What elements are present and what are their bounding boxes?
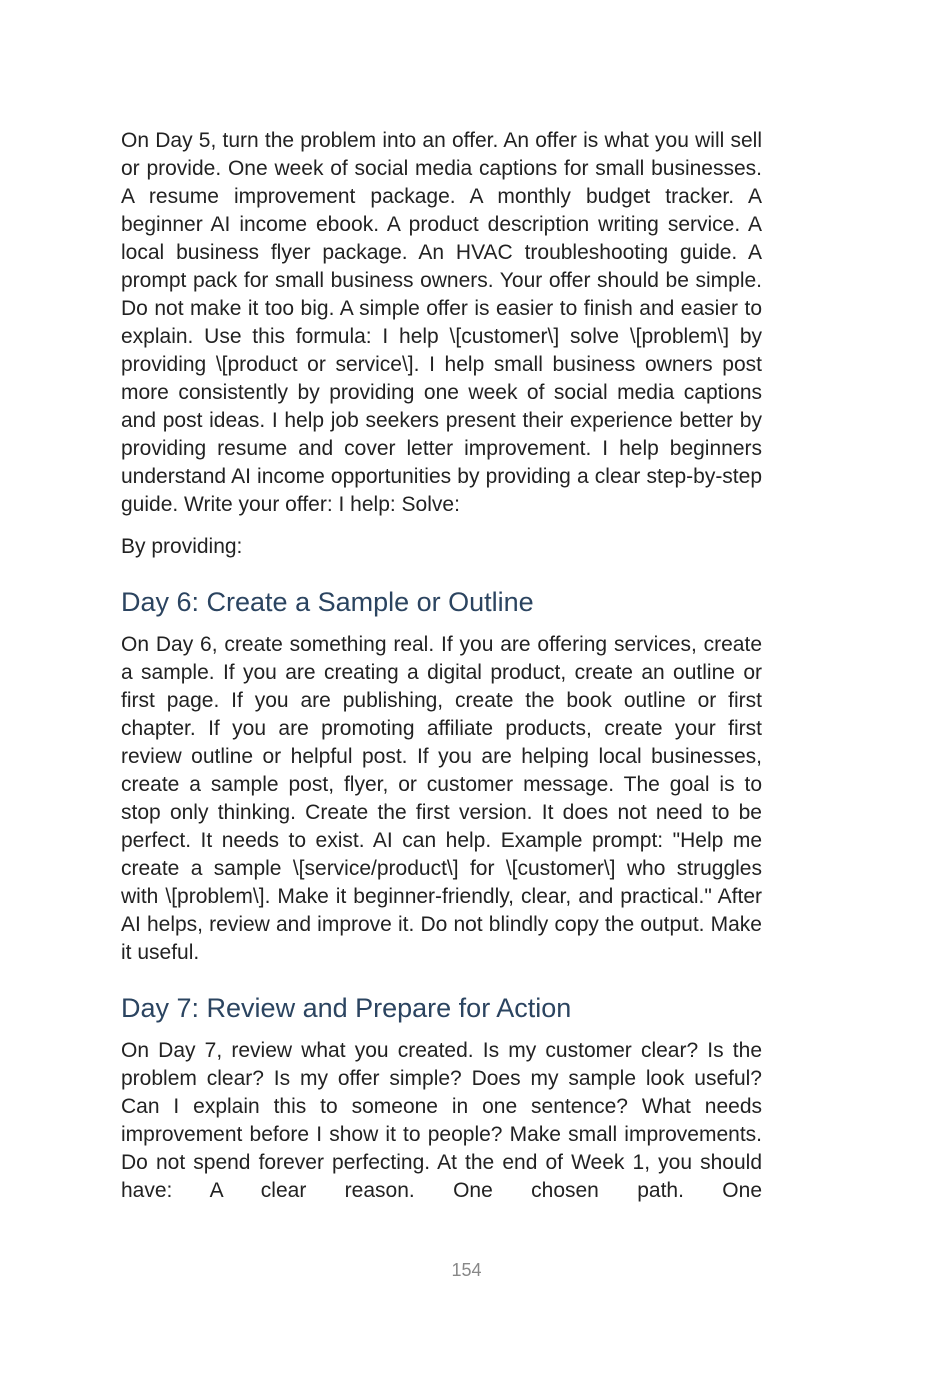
page-content (121, 127, 762, 1219)
day7-paragraph: On Day 7, review what you created. Is my customer clear? Is the problem clear? Is my offer simple? Does my sample look useful? Can I explain this to someone in one sentence? What needs improvement before I show it to people? Make small improvements. Do not spend forever perfecting. At the end of Week 1, you should have: A clear reason. One chosen path. One (121, 1039, 762, 1202)
day6-heading: Day 6: Create a Sample or Outline (121, 587, 534, 617)
page-number: 154 (451, 1260, 482, 1280)
day6-paragraph: On Day 6, create something real. If you are offering services, create a sample. If you are creating a digital product, create an outline or first page. If you are publishing, create the book outline or first chapter. If you are promoting affiliate products, create your first review outline or helpful post. If you are helping local businesses, create a sample post, flyer, or customer message. The goal is to stop only thinking. Create the first version. It does not need to be perfect. It needs to exist. AI can help. Example prompt: "Help me create a sample \[service/product\] for \[customer\] who struggles with \[problem\]. Make it beginner-friendly, clear, and practical." After AI helps, review and improve it. Do not blindly copy the output. Make it useful. (121, 633, 762, 964)
day5-paragraph: On Day 5, turn the problem into an offer. An offer is what you will sell or provide. One week of social media captions for small businesses. A resume improvement package. A monthly budget tracker. A beginner AI income ebook. A product description writing service. A local business flyer package. An HVAC troubleshooting guide. A prompt pack for small business owners. Your offer should be simple. Do not make it too big. A simple offer is easier to finish and easier to explain. Use this formula: I help \[customer\] solve \[problem\] by providing \[product or service\]. I help small business owners post more consistently by providing one week of social media captions and post ideas. I help job seekers present their experience better by providing resume and cover letter improvement. I help beginners understand AI income opportunities by providing a clear step-by-step guide. Write your offer: I help: Solve: (121, 129, 762, 516)
by-providing-line: By providing: (121, 535, 243, 558)
day7-heading: Day 7: Review and Prepare for Action (121, 993, 572, 1023)
